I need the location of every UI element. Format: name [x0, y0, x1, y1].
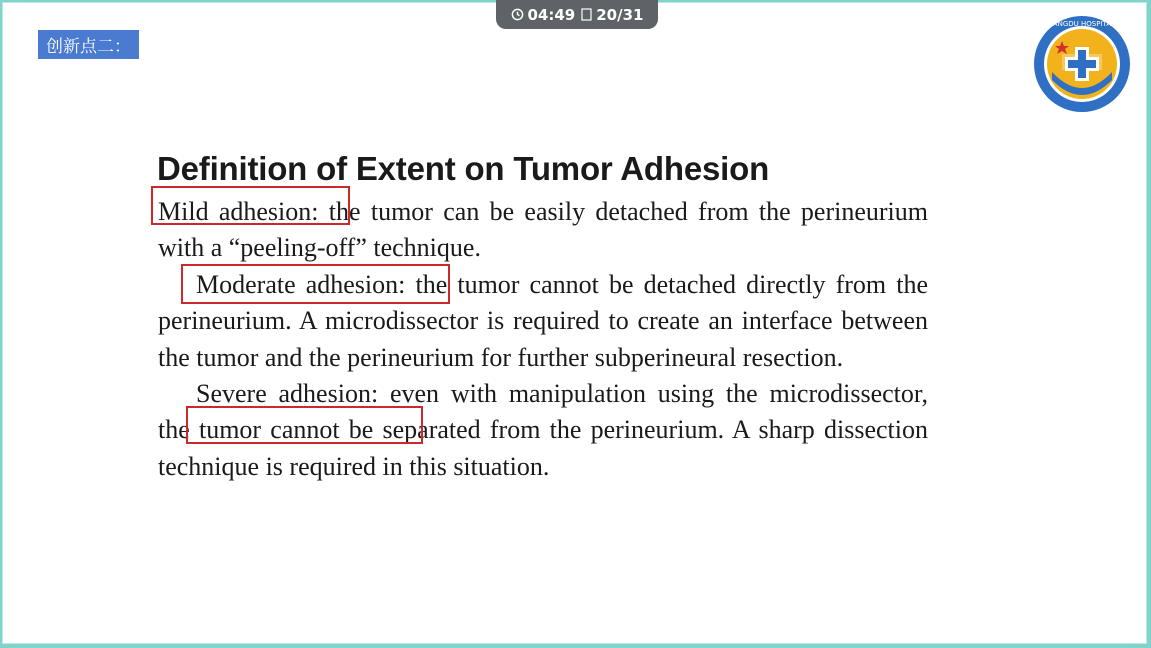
hospital-logo: [1032, 14, 1132, 114]
slide-canvas: [2, 2, 1147, 644]
severe-adhesion-definition: [158, 376, 928, 485]
severe-adhesion-term: Severe adhesion:: [196, 379, 379, 409]
slide-title: Definition of Extent on Tumor Adhesion: [157, 150, 770, 187]
page-counter: 20/31: [596, 5, 644, 24]
severe-adhesion-text: even with manipulation using the microdissector, the tumor cannot be separated from the perineurium. A sharp dissection technique is required in this situation.: [158, 379, 928, 481]
hospital-logo-icon: [1032, 14, 1132, 114]
elapsed-time: 04:49: [527, 5, 576, 24]
section-badge: 创新点二：: [38, 30, 139, 59]
page-icon: [581, 8, 592, 21]
clock-icon: [511, 8, 524, 21]
moderate-adhesion-term: Moderate adhesion:: [196, 269, 406, 299]
mild-adhesion-text: the tumor can be easily detached from the perineurium with a “peeling-off” technique.: [158, 197, 928, 263]
mild-adhesion-definition: [158, 194, 928, 267]
moderate-adhesion-definition: [158, 267, 928, 376]
presentation-status-bar: [496, 0, 658, 29]
mild-adhesion-term: Mild adhesion:: [158, 197, 319, 226]
moderate-adhesion-text: the tumor cannot be detached directly from the perineurium. A microdissector is required to create an interface between the tumor and the perineurium for further subperineural resection.: [158, 269, 929, 372]
logo-text: TANGDU HOSPITAL: [1049, 20, 1115, 28]
definition-list: [158, 194, 928, 485]
